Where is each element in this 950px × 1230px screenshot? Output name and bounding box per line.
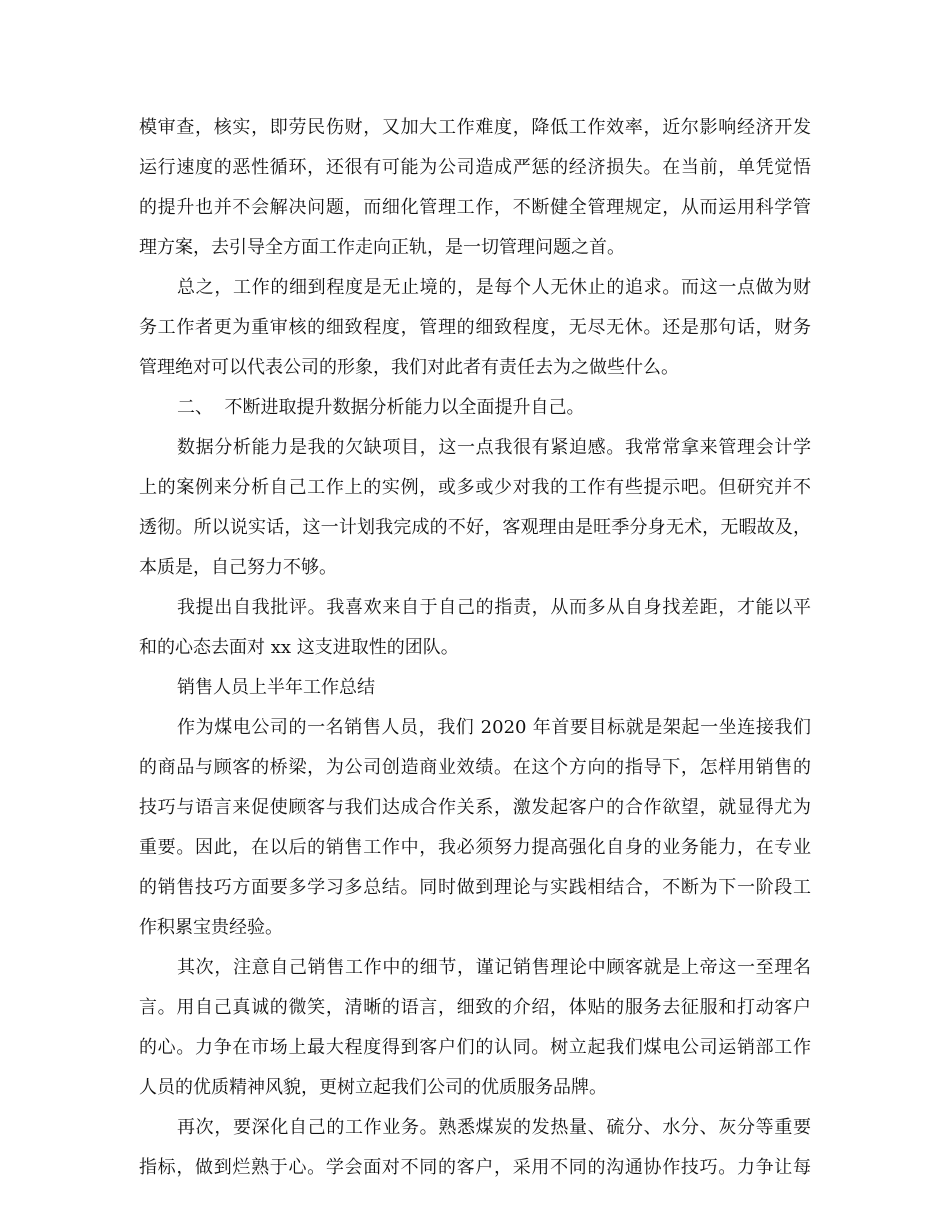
text-line: 管理绝对可以代表公司的形象，我们对此者有责任去为之做些什么。 — [139, 357, 679, 378]
text-line: 上的案例来分析自己工作上的实例，或多或少对我的工作有些提示吧。但研究并不 — [139, 477, 811, 498]
text-line: 本质是，自己努力不够。 — [139, 557, 337, 578]
section-heading: 二、 不断进取提升数据分析能力以全面提升自己。 — [177, 397, 585, 418]
text-line: 再次，要深化自己的工作业务。熟悉煤炭的发热量、硫分、水分、灰分等重要 — [177, 1117, 811, 1138]
text-line: 透彻。所以说实话，这一计划我完成的不好，客观理由是旺季分身无术，无暇故及， — [139, 517, 811, 538]
text-line: 言。用自己真诚的微笑，清晰的语言，细致的介绍，体贴的服务去征服和打动客户 — [139, 997, 811, 1018]
text-line: 我提出自我批评。我喜欢来自于自己的指责，从而多从自身找差距，才能以平 — [177, 597, 811, 618]
text-line: 的提升也并不会解决问题，而细化管理工作，不断健全管理规定，从而运用科学管 — [139, 197, 811, 218]
text-line: 总之，工作的细到程度是无止境的，是每个人无休止的追求。而这一点做为财 — [177, 277, 811, 298]
text-line: 其次，注意自己销售工作中的细节，谨记销售理论中顾客就是上帝这一至理名 — [177, 957, 811, 978]
text-line: 技巧与语言来促使顾客与我们达成合作关系，激发起客户的合作欲望，就显得尤为 — [139, 797, 811, 818]
text-line: 的销售技巧方面要多学习多总结。同时做到理论与实践相结合，不断为下一阶段工 — [139, 877, 811, 898]
text-line: 作积累宝贵经验。 — [139, 917, 283, 938]
text-line: 重要。因此，在以后的销售工作中，我必须努力提高强化自身的业务能力，在专业 — [139, 837, 811, 858]
text-line: 数据分析能力是我的欠缺项目，这一点我很有紧迫感。我常常拿来管理会计学 — [177, 437, 811, 458]
text-line: 理方案，去引导全方面工作走向正轨，是一切管理问题之首。 — [139, 237, 625, 258]
text-line: 和的心态去面对 xx 这支进取性的团队。 — [139, 637, 459, 658]
text-line: 务工作者更为重审核的细致程度，管理的细致程度，无尽无休。还是那句话，财务 — [139, 317, 811, 338]
text-line: 指标，做到烂熟于心。学会面对不同的客户，采用不同的沟通协作技巧。力争让每 — [139, 1157, 811, 1178]
text-line: 的心。力争在市场上最大程度得到客户们的认同。树立起我们煤电公司运销部工作 — [139, 1037, 811, 1058]
section-heading: 销售人员上半年工作总结 — [177, 677, 375, 698]
text-line: 运行速度的恶性循环，还很有可能为公司造成严惩的经济损失。在当前，单凭觉悟 — [139, 157, 811, 178]
text-line: 人员的优质精神风貌，更树立起我们公司的优质服务品牌。 — [139, 1077, 607, 1098]
text-line: 模审查，核实，即劳民伤财，又加大工作难度，降低工作效率，近尔影响经济开发 — [139, 117, 811, 138]
text-line: 的商品与顾客的桥梁，为公司创造商业效绩。在这个方向的指导下，怎样用销售的 — [139, 757, 811, 778]
text-line: 作为煤电公司的一名销售人员，我们 2020 年首要目标就是架起一坐连接我们 — [177, 717, 811, 738]
